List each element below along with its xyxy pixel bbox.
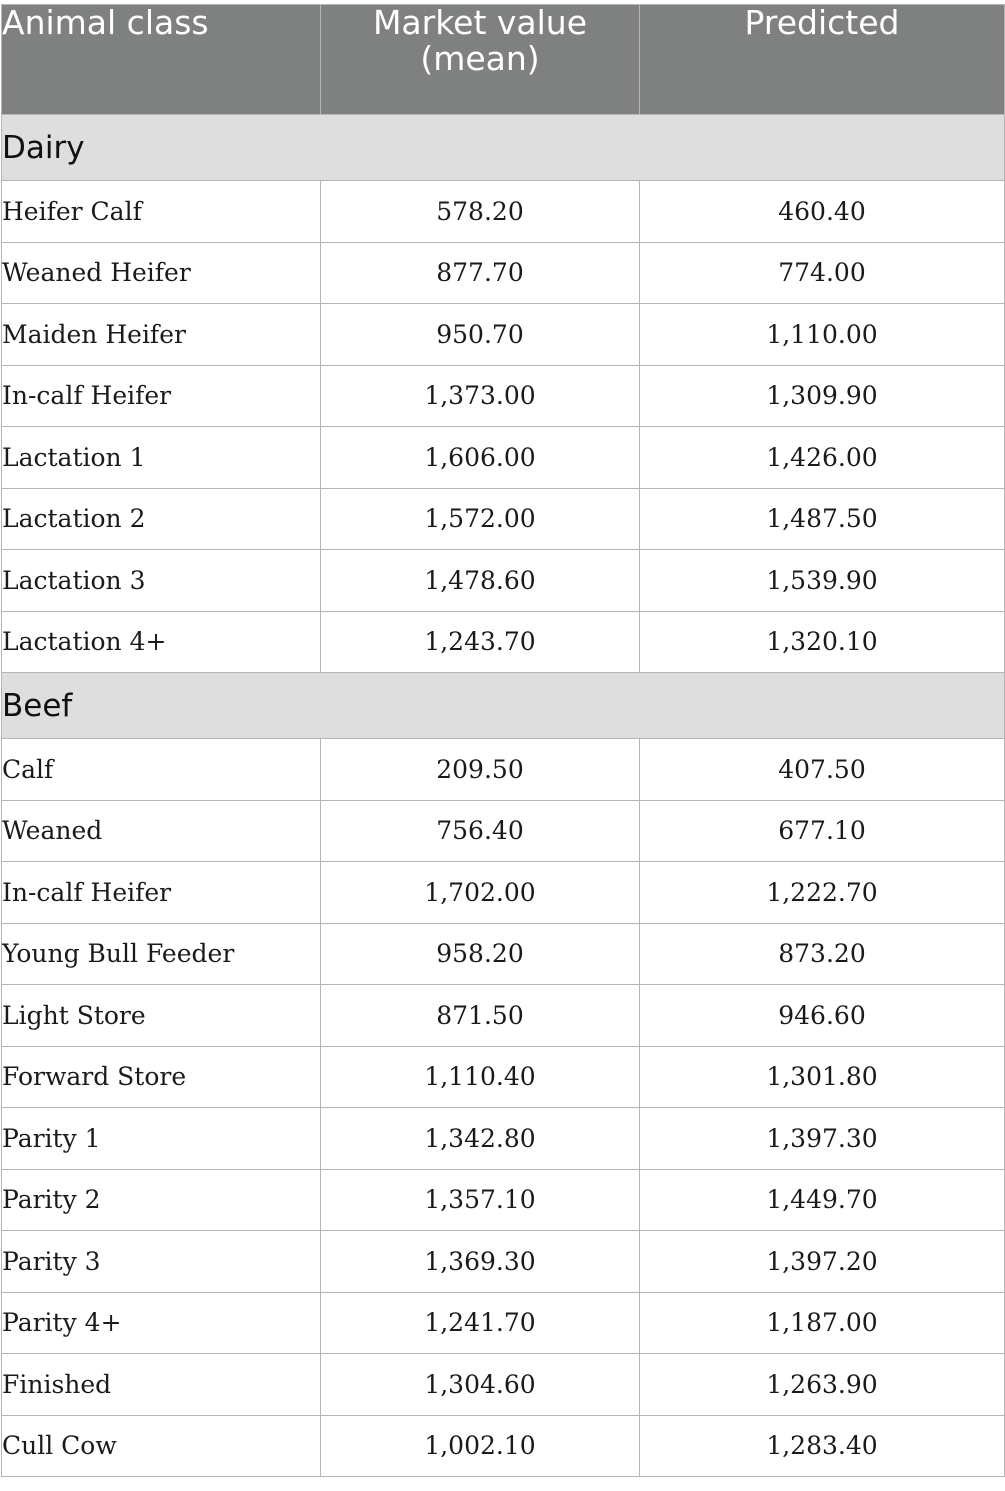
table-row: [2, 1046, 1005, 1108]
animal-class-cell: Parity 1: [2, 1108, 321, 1170]
animal-class-cell: Lactation 4+: [2, 611, 321, 673]
section-title: Dairy: [2, 115, 1005, 181]
market-value-cell: 209.50: [321, 739, 640, 801]
table-row: [2, 923, 1005, 985]
animal-class-cell: In-calf Heifer: [2, 862, 321, 924]
table-row: [2, 1292, 1005, 1354]
header-market-value-line1: Market value: [372, 3, 588, 42]
table-row: [2, 862, 1005, 924]
predicted-value-cell: 460.40: [640, 181, 1005, 243]
animal-class-cell: Lactation 3: [2, 550, 321, 612]
market-value-cell: 1,357.10: [321, 1169, 640, 1231]
animal-class-cell: Parity 3: [2, 1231, 321, 1293]
market-value-cell: 578.20: [321, 181, 640, 243]
market-value-table: [1, 4, 1005, 1477]
table-row: [2, 181, 1005, 243]
market-value-cell: 1,342.80: [321, 1108, 640, 1170]
predicted-value-cell: 1,487.50: [640, 488, 1005, 550]
animal-class-cell: Light Store: [2, 985, 321, 1047]
predicted-value-cell: 407.50: [640, 739, 1005, 801]
table-row: [2, 1231, 1005, 1293]
market-value-cell: 1,373.00: [321, 365, 640, 427]
animal-class-cell: Finished: [2, 1354, 321, 1416]
table-row: [2, 1354, 1005, 1416]
header-animal-class: Animal class: [2, 5, 321, 115]
table-row: [2, 427, 1005, 489]
market-value-cell: 1,110.40: [321, 1046, 640, 1108]
market-value-cell: 871.50: [321, 985, 640, 1047]
table-row: [2, 488, 1005, 550]
predicted-value-cell: 1,449.70: [640, 1169, 1005, 1231]
market-value-cell: 1,369.30: [321, 1231, 640, 1293]
section-row-dairy: [2, 115, 1005, 181]
table-row: [2, 739, 1005, 801]
animal-class-cell: Cull Cow: [2, 1415, 321, 1477]
header-market-value: [321, 5, 640, 115]
animal-class-cell: Lactation 2: [2, 488, 321, 550]
table-header: [2, 5, 1005, 115]
animal-class-cell: In-calf Heifer: [2, 365, 321, 427]
section-title: Beef: [2, 673, 1005, 739]
table-row: [2, 242, 1005, 304]
predicted-value-cell: 1,263.90: [640, 1354, 1005, 1416]
predicted-value-cell: 1,397.20: [640, 1231, 1005, 1293]
predicted-value-cell: 677.10: [640, 800, 1005, 862]
market-value-cell: 1,478.60: [321, 550, 640, 612]
predicted-value-cell: 774.00: [640, 242, 1005, 304]
animal-class-cell: Weaned Heifer: [2, 242, 321, 304]
animal-class-cell: Heifer Calf: [2, 181, 321, 243]
predicted-value-cell: 1,426.00: [640, 427, 1005, 489]
market-value-cell: 1,572.00: [321, 488, 640, 550]
table-row: [2, 304, 1005, 366]
table-row: [2, 550, 1005, 612]
animal-class-cell: Parity 4+: [2, 1292, 321, 1354]
predicted-value-cell: 1,320.10: [640, 611, 1005, 673]
animal-class-cell: Maiden Heifer: [2, 304, 321, 366]
table-row: [2, 1415, 1005, 1477]
table-row: [2, 800, 1005, 862]
market-value-cell: 950.70: [321, 304, 640, 366]
predicted-value-cell: 1,309.90: [640, 365, 1005, 427]
animal-class-cell: Forward Store: [2, 1046, 321, 1108]
market-value-cell: 1,243.70: [321, 611, 640, 673]
table-row: [2, 1108, 1005, 1170]
header-row: [2, 5, 1005, 115]
animal-class-cell: Lactation 1: [2, 427, 321, 489]
predicted-value-cell: 1,110.00: [640, 304, 1005, 366]
predicted-value-cell: 946.60: [640, 985, 1005, 1047]
predicted-value-cell: 1,283.40: [640, 1415, 1005, 1477]
table-row: [2, 611, 1005, 673]
table-row: [2, 365, 1005, 427]
market-value-cell: 958.20: [321, 923, 640, 985]
animal-class-cell: Parity 2: [2, 1169, 321, 1231]
section-row-beef: [2, 673, 1005, 739]
market-value-cell: 877.70: [321, 242, 640, 304]
animal-class-cell: Young Bull Feeder: [2, 923, 321, 985]
predicted-value-cell: 1,301.80: [640, 1046, 1005, 1108]
predicted-value-cell: 1,222.70: [640, 862, 1005, 924]
table-body: [2, 115, 1005, 1477]
market-value-cell: 1,002.10: [321, 1415, 640, 1477]
header-predicted: Predicted: [640, 5, 1005, 115]
table-row: [2, 985, 1005, 1047]
predicted-value-cell: 1,397.30: [640, 1108, 1005, 1170]
table-row: [2, 1169, 1005, 1231]
market-value-cell: 1,304.60: [321, 1354, 640, 1416]
market-value-cell: 1,606.00: [321, 427, 640, 489]
market-value-cell: 1,702.00: [321, 862, 640, 924]
market-value-cell: 1,241.70: [321, 1292, 640, 1354]
predicted-value-cell: 1,539.90: [640, 550, 1005, 612]
predicted-value-cell: 1,187.00: [640, 1292, 1005, 1354]
market-value-cell: 756.40: [321, 800, 640, 862]
animal-class-cell: Calf: [2, 739, 321, 801]
animal-class-cell: Weaned: [2, 800, 321, 862]
header-market-value-line2: (mean): [420, 39, 540, 78]
predicted-value-cell: 873.20: [640, 923, 1005, 985]
